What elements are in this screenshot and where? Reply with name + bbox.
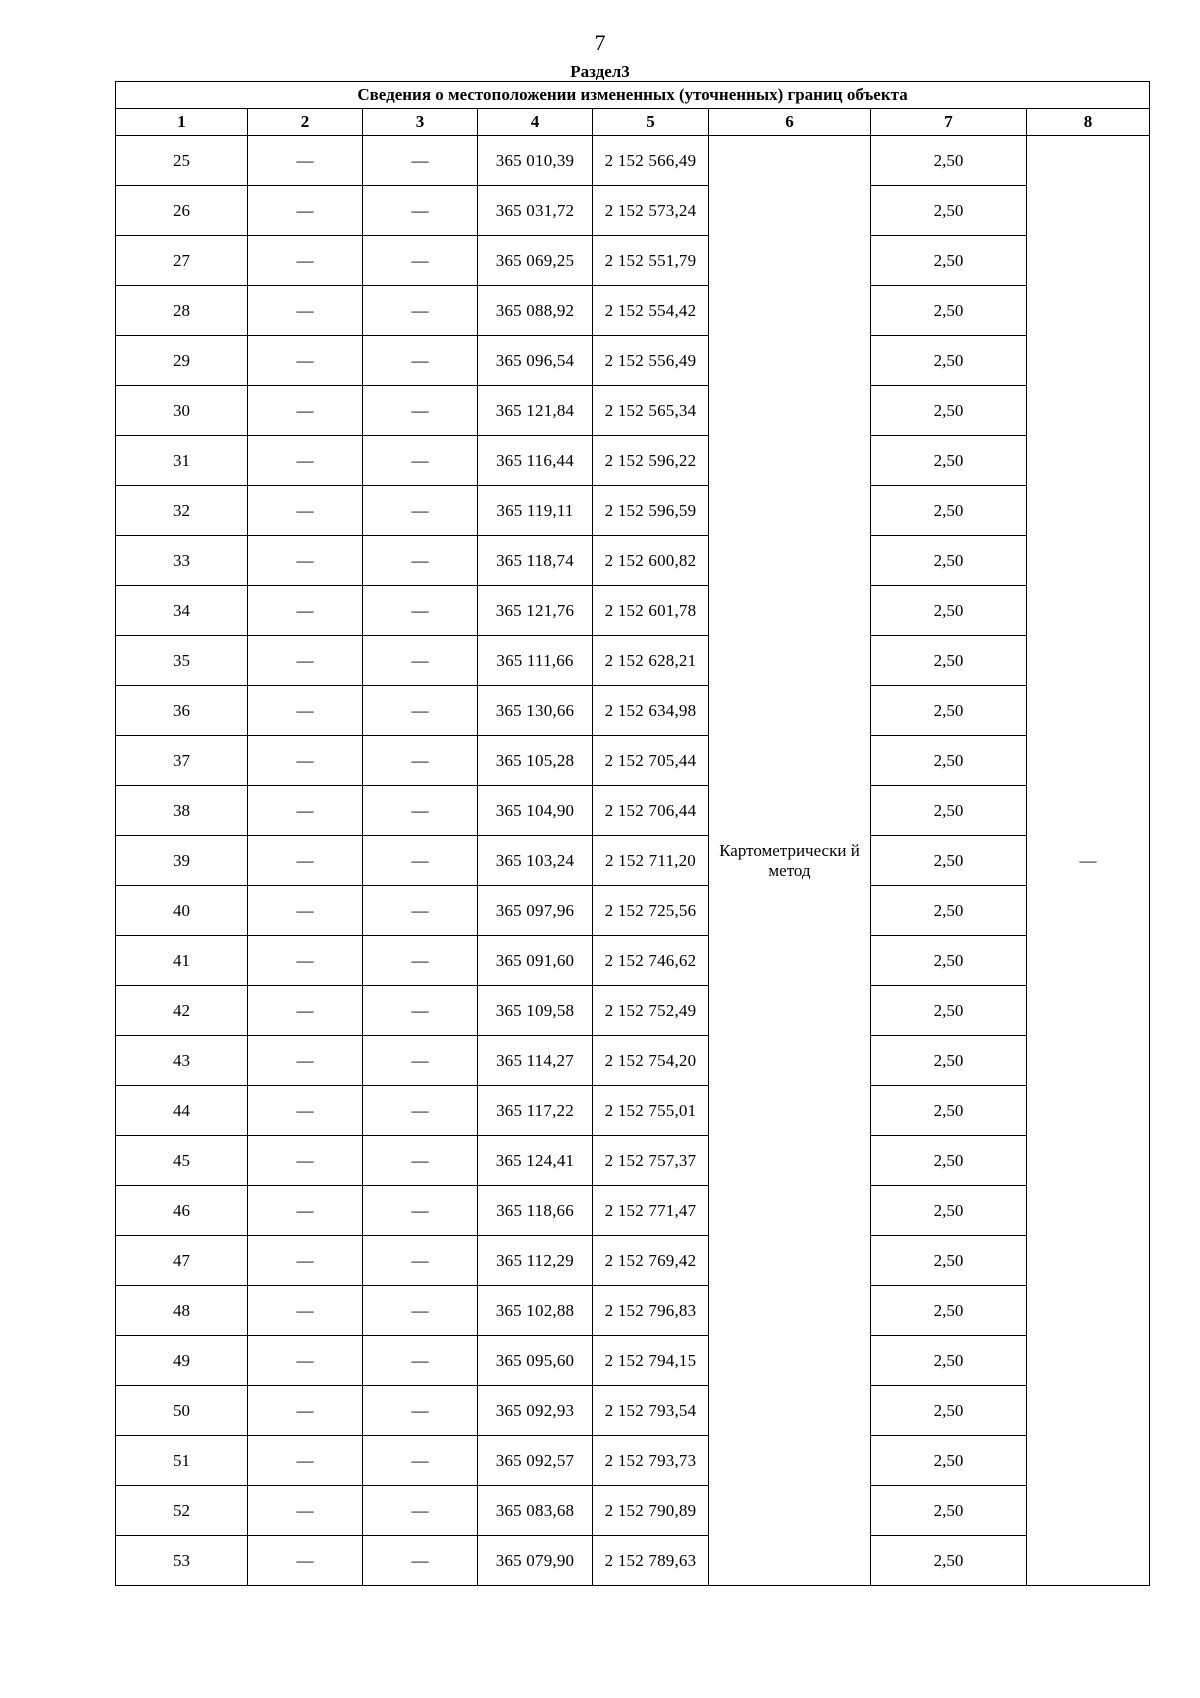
- accuracy-cell: 2,50: [871, 1136, 1027, 1186]
- column-2-cell: —: [248, 436, 363, 486]
- coordinate-x-cell: 365 103,24: [478, 836, 593, 886]
- column-2-cell: —: [248, 1386, 363, 1436]
- accuracy-cell: 2,50: [871, 386, 1027, 436]
- column-3-cell: —: [363, 1136, 478, 1186]
- column-2-cell: —: [248, 986, 363, 1036]
- column-2-cell: —: [248, 486, 363, 536]
- coordinate-x-cell: 365 083,68: [478, 1486, 593, 1536]
- accuracy-cell: 2,50: [871, 1486, 1027, 1536]
- coordinate-x-cell: 365 119,11: [478, 486, 593, 536]
- table-row: [116, 636, 1150, 686]
- column-3-cell: —: [363, 1536, 478, 1586]
- column-3-cell: —: [363, 1336, 478, 1386]
- coordinate-y-cell: 2 152 706,44: [593, 786, 709, 836]
- table-row: [116, 936, 1150, 986]
- coordinate-y-cell: 2 152 757,37: [593, 1136, 709, 1186]
- coordinate-x-cell: 365 109,58: [478, 986, 593, 1036]
- column-3-cell: —: [363, 186, 478, 236]
- column-2-cell: —: [248, 236, 363, 286]
- accuracy-cell: 2,50: [871, 836, 1027, 886]
- table-row: [116, 136, 1150, 186]
- point-number-cell: 34: [116, 586, 248, 636]
- column-2-cell: —: [248, 1486, 363, 1536]
- coordinate-y-cell: 2 152 725,56: [593, 886, 709, 936]
- table-row: [116, 686, 1150, 736]
- coordinate-y-cell: 2 152 634,98: [593, 686, 709, 736]
- coordinate-y-cell: 2 152 769,42: [593, 1236, 709, 1286]
- coordinate-y-cell: 2 152 556,49: [593, 336, 709, 386]
- coordinate-x-cell: 365 088,92: [478, 286, 593, 336]
- coordinate-y-cell: 2 152 551,79: [593, 236, 709, 286]
- table-row: [116, 336, 1150, 386]
- table-row: [116, 786, 1150, 836]
- accuracy-cell: 2,50: [871, 986, 1027, 1036]
- accuracy-cell: 2,50: [871, 636, 1027, 686]
- column-2-cell: —: [248, 286, 363, 336]
- table-row: [116, 1186, 1150, 1236]
- coordinate-y-cell: 2 152 752,49: [593, 986, 709, 1036]
- column-3-cell: —: [363, 236, 478, 286]
- coordinate-x-cell: 365 096,54: [478, 336, 593, 386]
- column-number-5: 5: [593, 109, 709, 136]
- method-cell: Картометрически й метод: [709, 136, 871, 1586]
- column-3-cell: —: [363, 886, 478, 936]
- column-number-2: 2: [248, 109, 363, 136]
- table-caption: Сведения о местоположении измененных (уточненных) границ объекта: [116, 82, 1150, 109]
- coordinate-y-cell: 2 152 573,24: [593, 186, 709, 236]
- point-number-cell: 38: [116, 786, 248, 836]
- column-3-cell: —: [363, 1186, 478, 1236]
- table-row: [116, 536, 1150, 586]
- table-row: [116, 1536, 1150, 1586]
- coordinate-y-cell: 2 152 771,47: [593, 1186, 709, 1236]
- column-2-cell: —: [248, 836, 363, 886]
- point-number-cell: 32: [116, 486, 248, 536]
- coordinate-x-cell: 365 031,72: [478, 186, 593, 236]
- column-2-cell: —: [248, 636, 363, 686]
- point-number-cell: 36: [116, 686, 248, 736]
- column-2-cell: —: [248, 1436, 363, 1486]
- point-number-cell: 29: [116, 336, 248, 386]
- column-2-cell: —: [248, 586, 363, 636]
- table-row: [116, 1336, 1150, 1386]
- column-2-cell: —: [248, 686, 363, 736]
- column-2-cell: —: [248, 536, 363, 586]
- coordinate-x-cell: 365 102,88: [478, 1286, 593, 1336]
- point-number-cell: 37: [116, 736, 248, 786]
- coordinate-x-cell: 365 095,60: [478, 1336, 593, 1386]
- column-3-cell: —: [363, 1486, 478, 1536]
- coordinate-x-cell: 365 079,90: [478, 1536, 593, 1586]
- table-row: [116, 836, 1150, 886]
- point-number-cell: 39: [116, 836, 248, 886]
- column-number-4: 4: [478, 109, 593, 136]
- accuracy-cell: 2,50: [871, 686, 1027, 736]
- point-number-cell: 47: [116, 1236, 248, 1286]
- accuracy-cell: 2,50: [871, 136, 1027, 186]
- coordinate-x-cell: 365 116,44: [478, 436, 593, 486]
- column-3-cell: —: [363, 936, 478, 986]
- column-3-cell: —: [363, 636, 478, 686]
- column-3-cell: —: [363, 1236, 478, 1286]
- column-3-cell: —: [363, 486, 478, 536]
- coordinate-x-cell: 365 118,74: [478, 536, 593, 586]
- coordinate-y-cell: 2 152 793,54: [593, 1386, 709, 1436]
- coordinate-y-cell: 2 152 790,89: [593, 1486, 709, 1536]
- column-number-6: 6: [709, 109, 871, 136]
- column-3-cell: —: [363, 386, 478, 436]
- coordinate-x-cell: 365 092,93: [478, 1386, 593, 1436]
- coordinate-y-cell: 2 152 746,62: [593, 936, 709, 986]
- coordinate-y-cell: 2 152 755,01: [593, 1086, 709, 1136]
- table-row: [116, 1136, 1150, 1186]
- coordinate-y-cell: 2 152 796,83: [593, 1286, 709, 1336]
- coordinate-y-cell: 2 152 596,22: [593, 436, 709, 486]
- column-2-cell: —: [248, 1286, 363, 1336]
- coordinate-x-cell: 365 104,90: [478, 786, 593, 836]
- accuracy-cell: 2,50: [871, 936, 1027, 986]
- column-3-cell: —: [363, 436, 478, 486]
- coordinate-y-cell: 2 152 705,44: [593, 736, 709, 786]
- coordinate-y-cell: 2 152 566,49: [593, 136, 709, 186]
- accuracy-cell: 2,50: [871, 436, 1027, 486]
- column-2-cell: —: [248, 186, 363, 236]
- point-number-cell: 28: [116, 286, 248, 336]
- table-row: [116, 486, 1150, 536]
- point-number-cell: 44: [116, 1086, 248, 1136]
- coordinate-x-cell: 365 010,39: [478, 136, 593, 186]
- table-row: [116, 1486, 1150, 1536]
- column-3-cell: —: [363, 1286, 478, 1336]
- table-row: [116, 1236, 1150, 1286]
- point-number-cell: 43: [116, 1036, 248, 1086]
- column-2-cell: —: [248, 136, 363, 186]
- coordinate-x-cell: 365 111,66: [478, 636, 593, 686]
- accuracy-cell: 2,50: [871, 1336, 1027, 1386]
- coordinate-x-cell: 365 130,66: [478, 686, 593, 736]
- accuracy-cell: 2,50: [871, 586, 1027, 636]
- accuracy-cell: 2,50: [871, 236, 1027, 286]
- point-number-cell: 33: [116, 536, 248, 586]
- accuracy-cell: 2,50: [871, 1186, 1027, 1236]
- accuracy-cell: 2,50: [871, 736, 1027, 786]
- accuracy-cell: 2,50: [871, 786, 1027, 836]
- coordinate-x-cell: 365 105,28: [478, 736, 593, 786]
- column-2-cell: —: [248, 1536, 363, 1586]
- column-8-cell: —: [1027, 136, 1150, 1586]
- coordinate-x-cell: 365 114,27: [478, 1036, 593, 1086]
- column-number-1: 1: [116, 109, 248, 136]
- coordinate-y-cell: 2 152 793,73: [593, 1436, 709, 1486]
- column-3-cell: —: [363, 1086, 478, 1136]
- coordinate-x-cell: 365 112,29: [478, 1236, 593, 1286]
- column-number-3: 3: [363, 109, 478, 136]
- table-row: [116, 236, 1150, 286]
- point-number-cell: 52: [116, 1486, 248, 1536]
- column-2-cell: —: [248, 736, 363, 786]
- column-3-cell: —: [363, 686, 478, 736]
- coordinate-x-cell: 365 069,25: [478, 236, 593, 286]
- point-number-cell: 45: [116, 1136, 248, 1186]
- table-row: [116, 1286, 1150, 1336]
- point-number-cell: 53: [116, 1536, 248, 1586]
- coordinate-x-cell: 365 121,84: [478, 386, 593, 436]
- accuracy-cell: 2,50: [871, 536, 1027, 586]
- table-body: [116, 136, 1150, 1586]
- column-2-cell: —: [248, 1336, 363, 1386]
- column-2-cell: —: [248, 336, 363, 386]
- coordinate-y-cell: 2 152 601,78: [593, 586, 709, 636]
- column-3-cell: —: [363, 1436, 478, 1486]
- coordinate-y-cell: 2 152 789,63: [593, 1536, 709, 1586]
- column-3-cell: —: [363, 286, 478, 336]
- coordinate-x-cell: 365 097,96: [478, 886, 593, 936]
- table-row: [116, 586, 1150, 636]
- column-3-cell: —: [363, 986, 478, 1036]
- table-row: [116, 886, 1150, 936]
- coordinate-x-cell: 365 092,57: [478, 1436, 593, 1486]
- table-row: [116, 436, 1150, 486]
- point-number-cell: 48: [116, 1286, 248, 1336]
- column-3-cell: —: [363, 736, 478, 786]
- column-3-cell: —: [363, 586, 478, 636]
- coordinate-x-cell: 365 118,66: [478, 1186, 593, 1236]
- column-number-8: 8: [1027, 109, 1150, 136]
- accuracy-cell: 2,50: [871, 286, 1027, 336]
- column-2-cell: —: [248, 1236, 363, 1286]
- coordinate-y-cell: 2 152 628,21: [593, 636, 709, 686]
- coordinate-y-cell: 2 152 554,42: [593, 286, 709, 336]
- table-row: [116, 386, 1150, 436]
- table-row: [116, 1436, 1150, 1486]
- coordinate-y-cell: 2 152 600,82: [593, 536, 709, 586]
- accuracy-cell: 2,50: [871, 1386, 1027, 1436]
- coordinate-y-cell: 2 152 794,15: [593, 1336, 709, 1386]
- accuracy-cell: 2,50: [871, 486, 1027, 536]
- accuracy-cell: 2,50: [871, 336, 1027, 386]
- point-number-cell: 49: [116, 1336, 248, 1386]
- table-row: [116, 1086, 1150, 1136]
- column-2-cell: —: [248, 1136, 363, 1186]
- table-row: [116, 186, 1150, 236]
- section-title: Раздел3: [570, 62, 630, 81]
- column-number-row: [116, 109, 1150, 136]
- coordinate-x-cell: 365 124,41: [478, 1136, 593, 1186]
- table-row: [116, 1036, 1150, 1086]
- point-number-cell: 42: [116, 986, 248, 1036]
- point-number-cell: 40: [116, 886, 248, 936]
- point-number-cell: 27: [116, 236, 248, 286]
- accuracy-cell: 2,50: [871, 1436, 1027, 1486]
- page-number: 7: [594, 30, 606, 55]
- coordinate-x-cell: 365 121,76: [478, 586, 593, 636]
- accuracy-cell: 2,50: [871, 186, 1027, 236]
- column-2-cell: —: [248, 1036, 363, 1086]
- point-number-cell: 46: [116, 1186, 248, 1236]
- coordinate-y-cell: 2 152 565,34: [593, 386, 709, 436]
- column-3-cell: —: [363, 1036, 478, 1086]
- column-2-cell: —: [248, 936, 363, 986]
- boundary-coordinates-table: [115, 81, 1150, 1586]
- accuracy-cell: 2,50: [871, 1236, 1027, 1286]
- accuracy-cell: 2,50: [871, 1286, 1027, 1336]
- column-3-cell: —: [363, 1386, 478, 1436]
- coordinate-x-cell: 365 091,60: [478, 936, 593, 986]
- column-3-cell: —: [363, 786, 478, 836]
- point-number-cell: 41: [116, 936, 248, 986]
- point-number-cell: 26: [116, 186, 248, 236]
- point-number-cell: 31: [116, 436, 248, 486]
- coordinate-y-cell: 2 152 596,59: [593, 486, 709, 536]
- column-3-cell: —: [363, 536, 478, 586]
- column-2-cell: —: [248, 886, 363, 936]
- column-number-7: 7: [871, 109, 1027, 136]
- point-number-cell: 35: [116, 636, 248, 686]
- table-row: [116, 1386, 1150, 1436]
- column-3-cell: —: [363, 136, 478, 186]
- point-number-cell: 25: [116, 136, 248, 186]
- point-number-cell: 50: [116, 1386, 248, 1436]
- table-row: [116, 736, 1150, 786]
- coordinate-x-cell: 365 117,22: [478, 1086, 593, 1136]
- accuracy-cell: 2,50: [871, 1086, 1027, 1136]
- point-number-cell: 30: [116, 386, 248, 436]
- table-row: [116, 986, 1150, 1036]
- column-3-cell: —: [363, 836, 478, 886]
- coordinate-y-cell: 2 152 754,20: [593, 1036, 709, 1086]
- column-2-cell: —: [248, 386, 363, 436]
- column-3-cell: —: [363, 336, 478, 386]
- column-2-cell: —: [248, 786, 363, 836]
- column-2-cell: —: [248, 1186, 363, 1236]
- accuracy-cell: 2,50: [871, 886, 1027, 936]
- table-row: [116, 286, 1150, 336]
- column-2-cell: —: [248, 1086, 363, 1136]
- accuracy-cell: 2,50: [871, 1036, 1027, 1086]
- point-number-cell: 51: [116, 1436, 248, 1486]
- coordinate-y-cell: 2 152 711,20: [593, 836, 709, 886]
- accuracy-cell: 2,50: [871, 1536, 1027, 1586]
